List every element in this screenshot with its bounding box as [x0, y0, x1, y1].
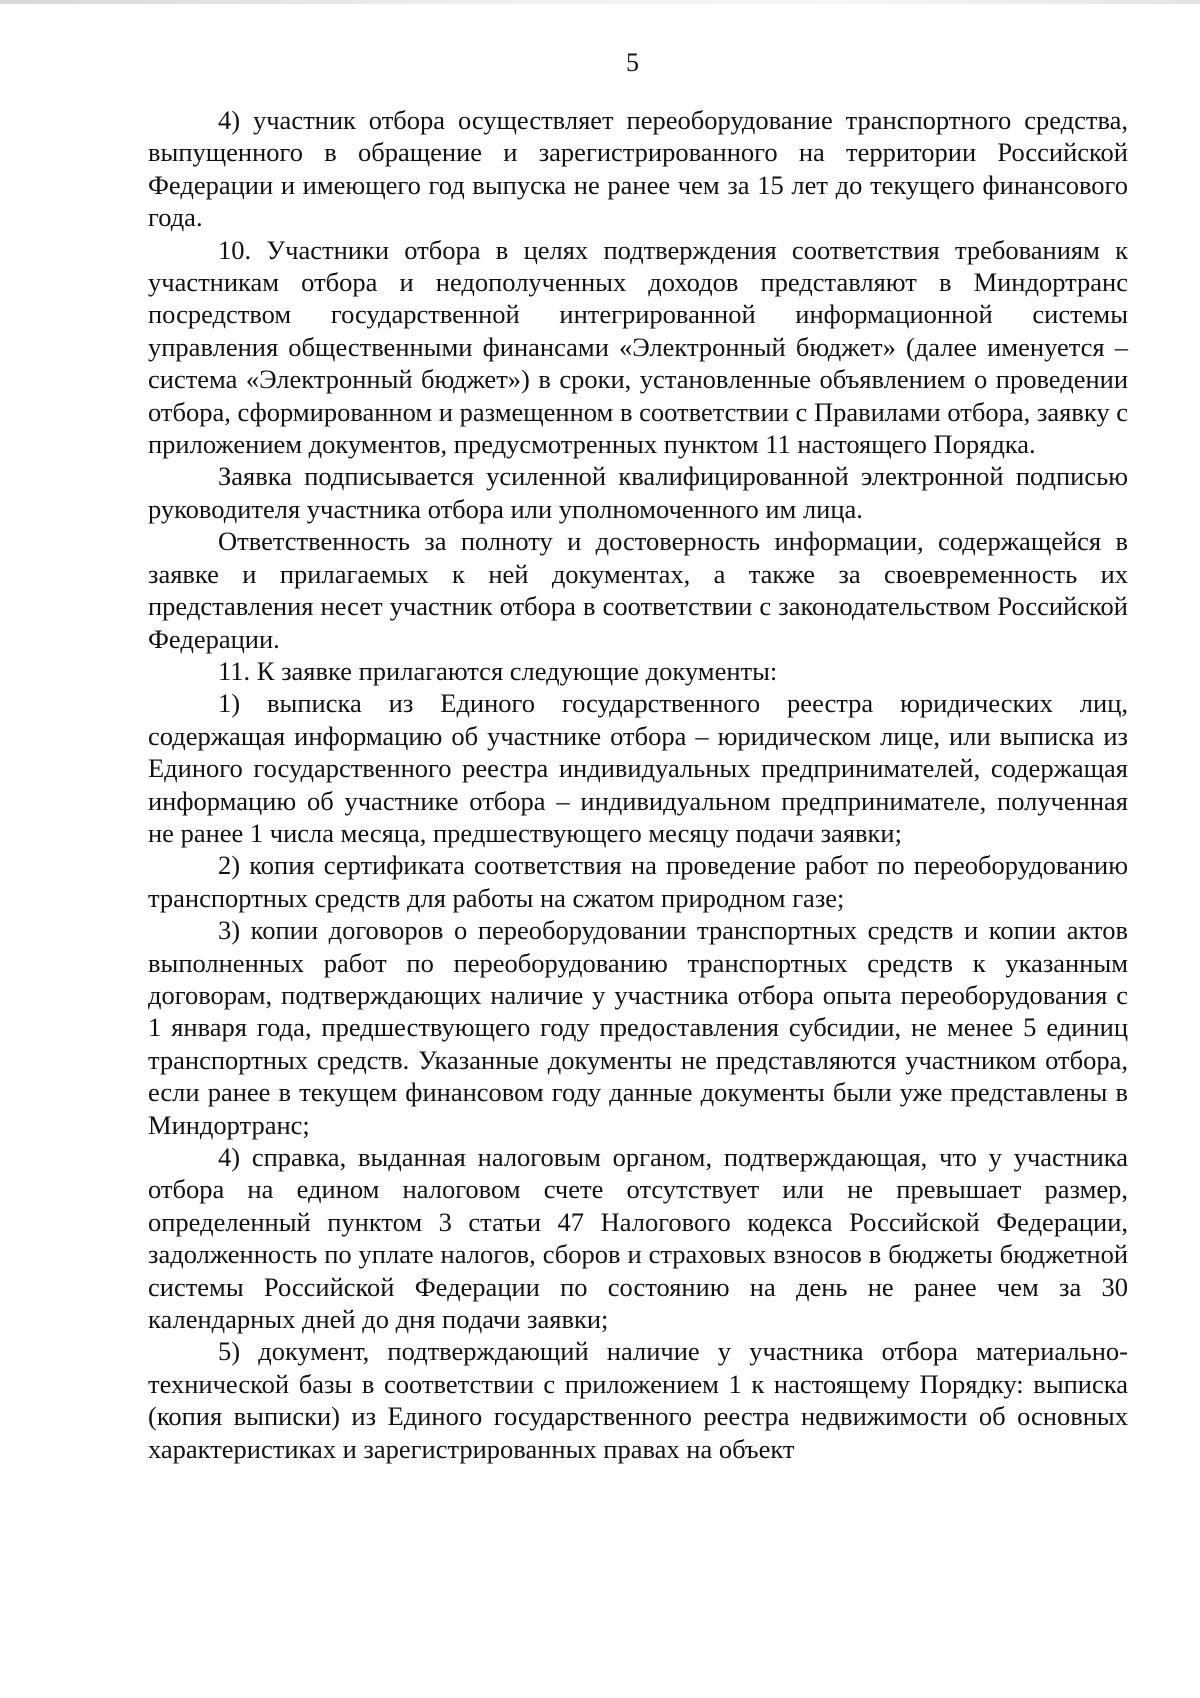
list-item-3-contract-copies: 3) копии договоров о переоборудовании транспортных средств и копии актов выполненных работ по переоборудованию транспортных средств к указанным договорам, подтверждающих наличие у участника отбора опыта переоборудования с 1 января года, предшествующего году предоставления субсидии, не менее 5 единиц транспортных средств. Указанные документы не представляются участником отбора, если ранее в текущем финансовом году данные документы были уже представлены в Миндортранс; — [148, 915, 1128, 1140]
paragraph-application-signature: Заявка подписывается усиленной квалифицированной электронной подписью руководителя участника отбора или уполномоченного им лица. — [148, 461, 1128, 524]
list-item-5-material-base-document: 5) документ, подтверждающий наличие у участника отбора материально-технической базы в соответствии с приложением 1 к настоящему Порядку: выписка (копия выписки) из Единого государственного реестра недвижимости об основных характеристиках и зарегистрированных правах на объект — [148, 1336, 1128, 1464]
scan-edge — [0, 0, 1200, 4]
document-body — [148, 104, 1128, 1465]
paragraph-11-attached-documents: 11. К заявке прилагаются следующие документы: — [218, 655, 778, 686]
paragraph-4-conversion-requirement: 4) участник отбора осуществляет переоборудование транспортного средства, выпущенного в обращение и зарегистрированного на территории Российской Федерации и имеющего год выпуска не ранее чем за 15 лет до текущего финансового года. — [148, 105, 1128, 233]
paragraph-responsibility: Ответственность за полноту и достоверность информации, содержащейся в заявке и прилагаемых к ней документах, а также за своевременность их представления несет участник отбора в соответствии с законодательством Российской Федерации. — [148, 526, 1128, 654]
page-number: 5 — [626, 48, 639, 77]
list-item-2-certificate-copy: 2) копия сертификата соответствия на проведение работ по переоборудованию транспортных средств для работы на сжатом природном газе; — [148, 850, 1128, 913]
list-item-4-tax-certificate: 4) справка, выданная налоговым органом, подтверждающая, что у участника отбора на едином налоговом счете отсутствует или не превышает размер, определенный пунктом 3 статьи 47 Налогового кодекса Российской Федерации, задолженность по уплате налогов, сборов и страховых взносов в бюджеты бюджетной системы Российской Федерации по состоянию на день не ранее чем за 30 календарных дней до дня подачи заявки; — [148, 1142, 1128, 1335]
list-item-1-registry-extract: 1) выписка из Единого государственного реестра юридических лиц, содержащая информацию об участнике отбора – юридическом лице, или выписка из Единого государственного реестра индивидуальных предпринимателей, содержащая информацию об участнике отбора – индивидуальном предпринимателе, полученная не ранее 1 числа месяца, предшествующего месяцу подачи заявки; — [148, 688, 1128, 848]
paragraph-10-application-submission: 10. Участники отбора в целях подтверждения соответствия требованиям к участникам отбора и недополученных доходов представляют в Миндортранс посредством государственной интегрированной информационной системы управления общественными финансами «Электронный бюджет» (далее именуется – система «Электронный бюджет») в сроки, установленные объявлением о проведении отбора, сформированном и размещенном в соответствии с Правилами отбора, заявку с приложением документов, предусмотренных пунктом 11 настоящего Порядка. — [148, 234, 1128, 460]
